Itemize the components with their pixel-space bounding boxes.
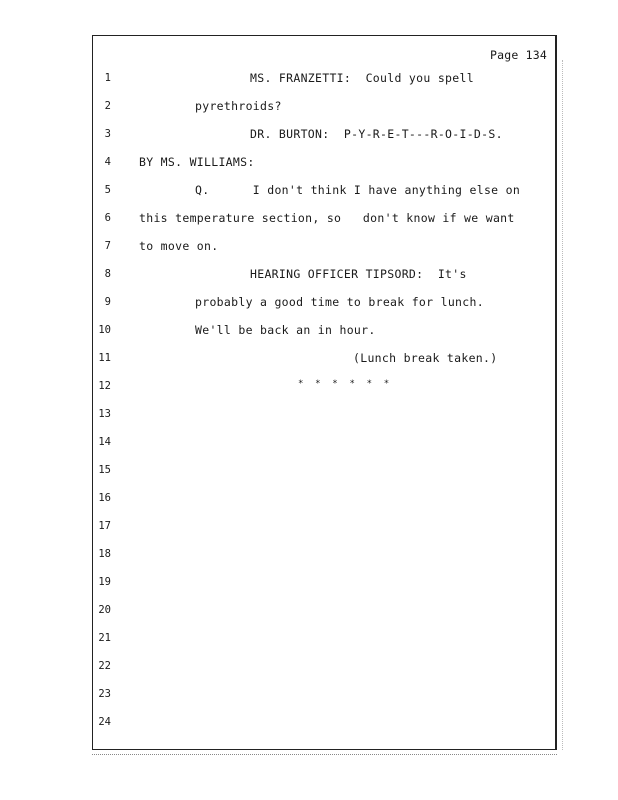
line-number: 20 <box>98 604 111 616</box>
line-number: 18 <box>98 548 111 560</box>
line-number: 21 <box>98 632 111 644</box>
line-text: DR. BURTON: P-Y-R-E-T---R-O-I-D-S. <box>250 127 503 141</box>
line-number: 2 <box>104 100 111 112</box>
line-number: 17 <box>98 520 111 532</box>
scan-bottom-edge <box>92 754 557 755</box>
line-number: 10 <box>98 324 111 336</box>
line-number: 9 <box>104 296 111 308</box>
line-text: MS. FRANZETTI: Could you spell <box>250 71 474 85</box>
page-number: Page 134 <box>490 48 547 62</box>
line-number: 3 <box>104 128 111 140</box>
line-number: 1 <box>104 72 111 84</box>
line-text: probably a good time to break for lunch. <box>195 295 484 309</box>
line-number: 12 <box>98 380 111 392</box>
line-number: 24 <box>98 716 111 728</box>
line-number: 15 <box>98 464 111 476</box>
transcript-frame <box>92 35 557 750</box>
line-text: We'll be back an in hour. <box>195 323 376 337</box>
line-text: pyrethroids? <box>195 99 282 113</box>
line-text: Q. I don't think I have anything else on <box>195 183 521 197</box>
line-number: 16 <box>98 492 111 504</box>
line-number: 23 <box>98 688 111 700</box>
scan-edge-mark <box>562 60 563 750</box>
line-number: 6 <box>104 212 111 224</box>
line-number: 4 <box>104 156 111 168</box>
line-number: 22 <box>98 660 111 672</box>
line-number: 7 <box>104 240 111 252</box>
line-text: BY MS. WILLIAMS: <box>139 155 255 169</box>
line-number: 11 <box>98 352 111 364</box>
line-number: 13 <box>98 408 111 420</box>
line-number: 14 <box>98 436 111 448</box>
line-text: HEARING OFFICER TIPSORD: It's <box>250 267 467 281</box>
line-number: 19 <box>98 576 111 588</box>
line-number: 5 <box>104 184 111 196</box>
line-text: (Lunch break taken.) <box>353 351 498 365</box>
line-text: this temperature section, so don't know if we want <box>139 211 515 225</box>
line-number: 8 <box>104 268 111 280</box>
line-text: to move on. <box>139 239 219 253</box>
asterisk-divider: * * * * * * <box>298 379 390 389</box>
